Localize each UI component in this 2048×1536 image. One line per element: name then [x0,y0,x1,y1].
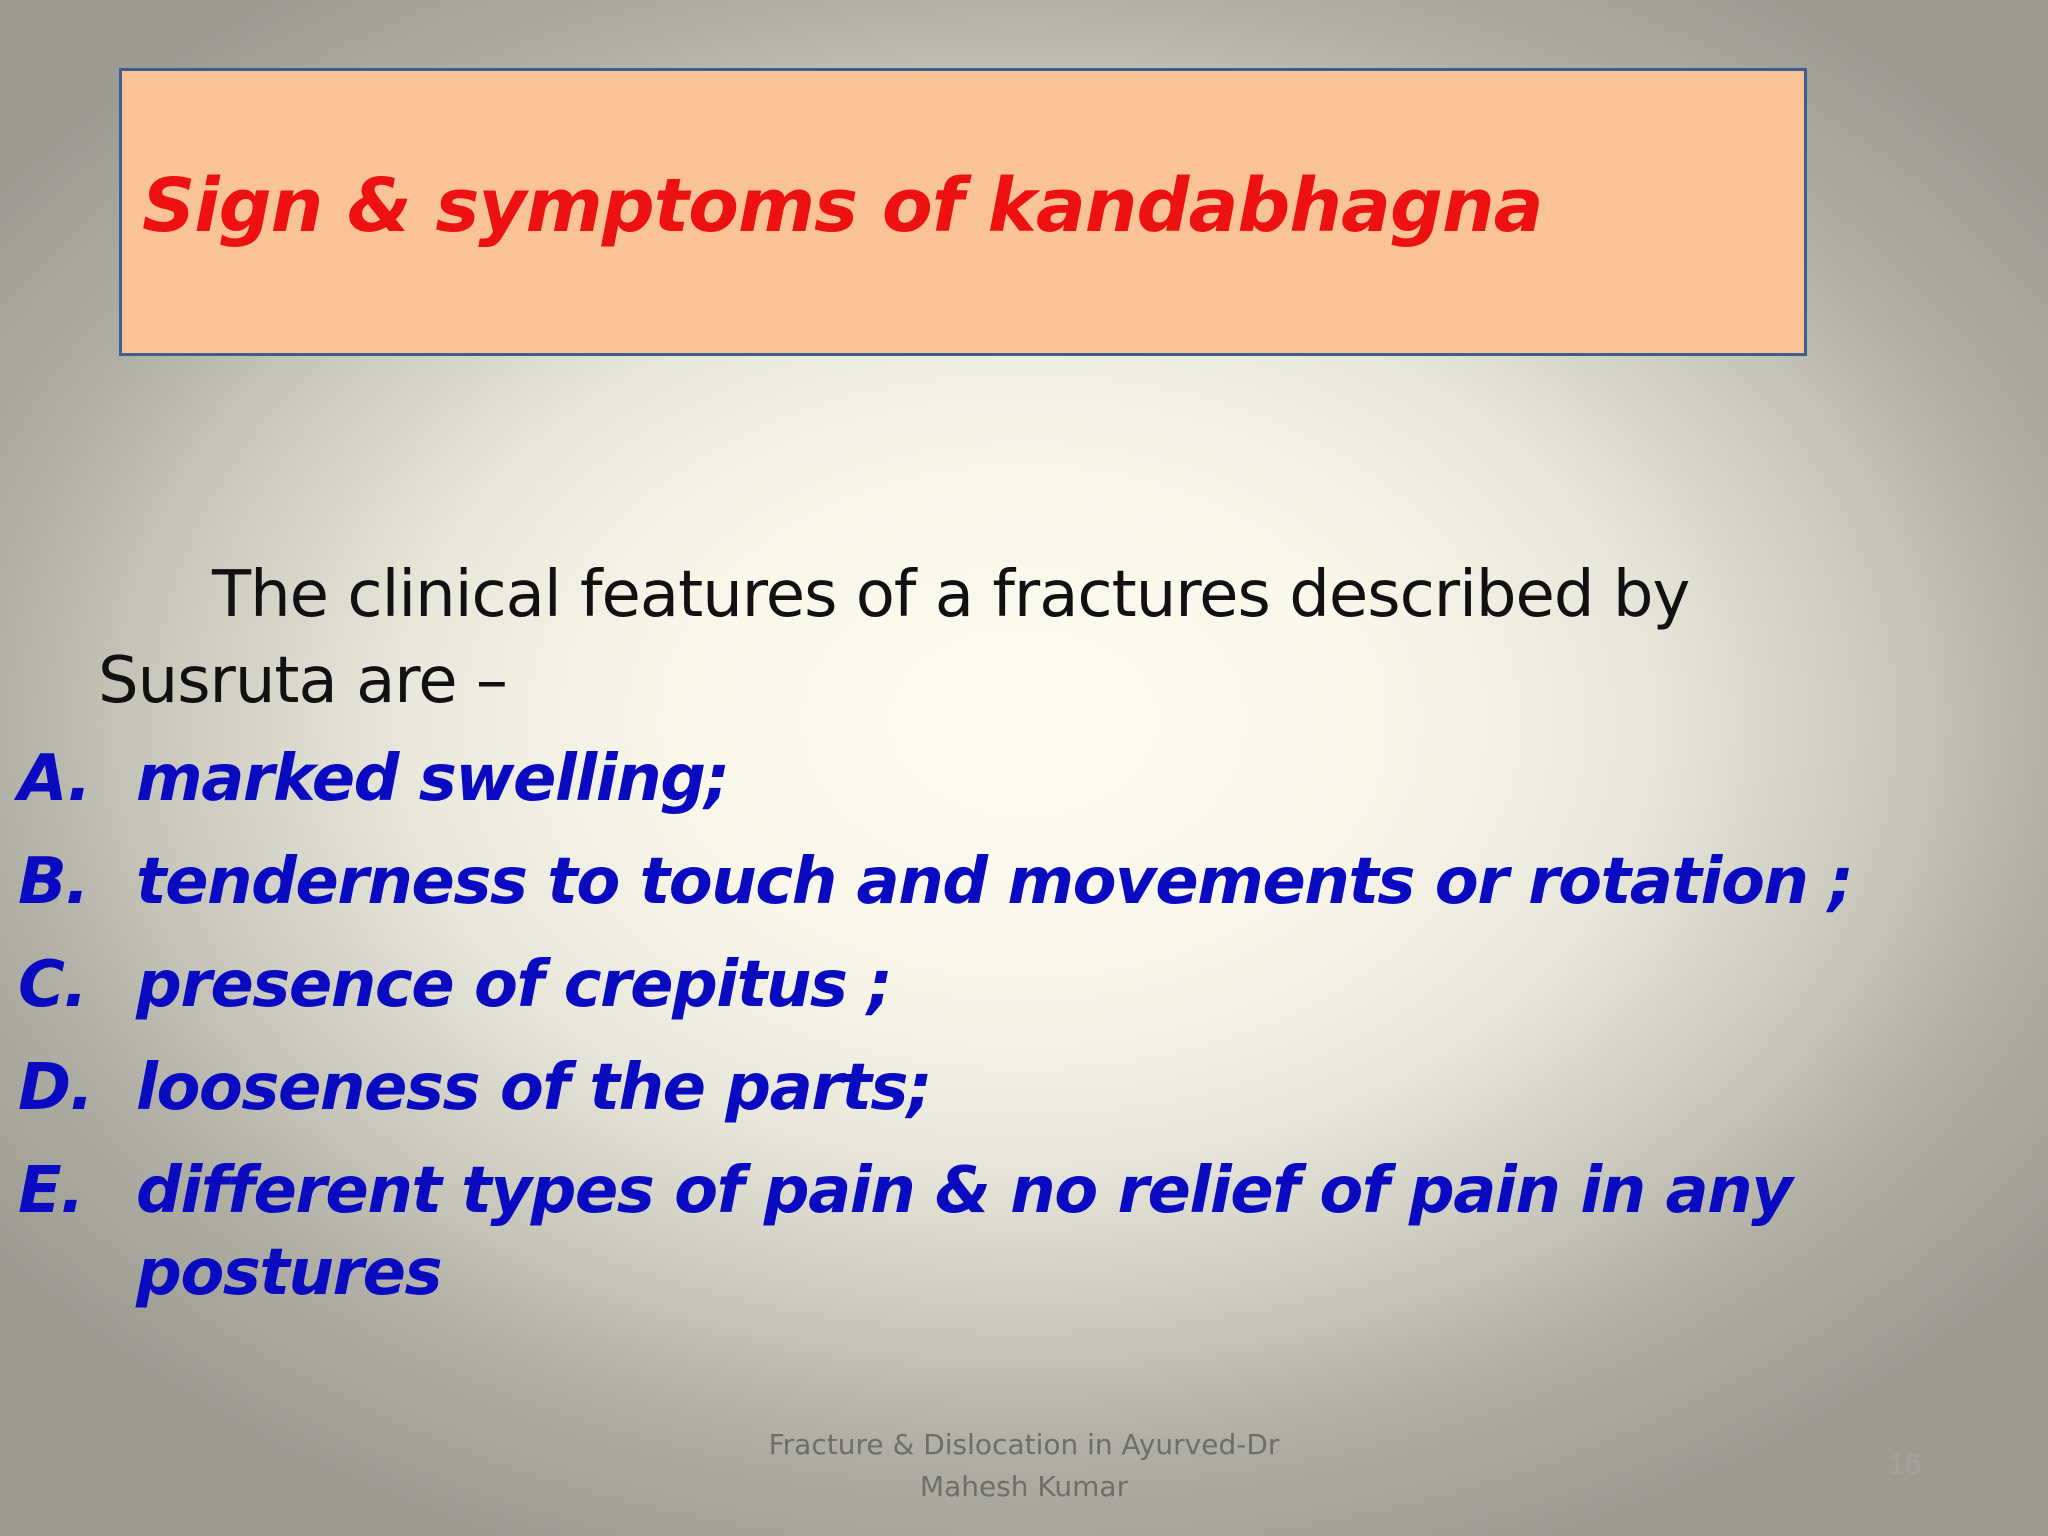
list-marker: B. [18,845,89,919]
title-box [119,68,1807,356]
list-item-text: tenderness to touch and movements or rotation ; [136,845,1853,919]
list-item [18,738,2008,820]
intro-line-2: Susruta are – [98,644,507,718]
list-item-text: looseness of the parts; [136,1051,932,1125]
footer-caption-line-2: Mahesh Kumar [919,1470,1129,1503]
list-item [18,841,2008,923]
list-item-text: presence of crepitus ; [136,948,892,1022]
list-item [18,1150,2008,1314]
footer-date: 15-09-2020 [125,1448,279,1481]
footer-caption [724,1424,1324,1508]
page-number: 16 [1888,1448,1922,1481]
list-item [18,1047,2008,1129]
list-item-text: different types of pain & no relief of pain in any postures [136,1154,1792,1310]
list-marker: C. [18,948,87,1022]
list-item-text: marked swelling; [136,742,729,816]
intro-line-1: The clinical features of a fractures described by [212,558,1690,632]
list-marker: A. [18,742,91,816]
list-item [18,944,2008,1026]
list-marker: E. [18,1154,84,1228]
symptom-list [18,738,2008,1335]
slide-title: Sign & symptoms of kandabhagna [142,163,1543,249]
list-marker: D. [18,1051,93,1125]
footer-caption-line-1: Fracture & Dislocation in Ayurved-Dr [768,1428,1280,1461]
intro-paragraph [98,552,1898,724]
